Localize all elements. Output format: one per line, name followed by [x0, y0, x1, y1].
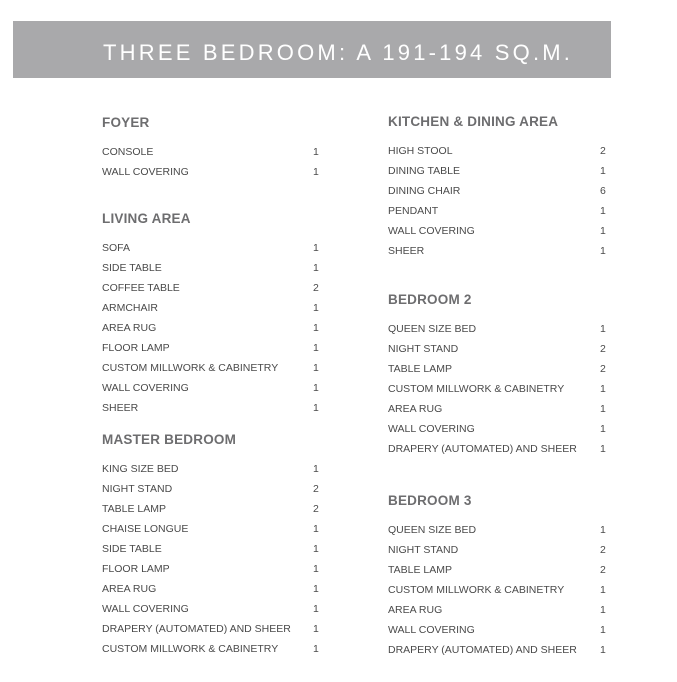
- item-list: [388, 323, 606, 463]
- item-row: [102, 503, 319, 523]
- item-row: [102, 563, 319, 583]
- item-row: [388, 564, 606, 584]
- item-quantity: 1: [600, 205, 606, 217]
- item-name: DINING CHAIR: [388, 185, 461, 197]
- item-quantity: 2: [600, 544, 606, 556]
- item-row: [102, 282, 319, 302]
- item-name: DRAPERY (AUTOMATED) AND SHEER: [102, 623, 291, 635]
- item-name: KING SIZE BED: [102, 463, 179, 475]
- item-row: [388, 403, 606, 423]
- item-row: [102, 146, 319, 166]
- item-row: [388, 343, 606, 363]
- section-title: KITCHEN & DINING AREA: [388, 114, 559, 129]
- page-title: THREE BEDROOM: A 191-194 SQ.M.: [103, 40, 574, 65]
- item-quantity: 1: [313, 166, 319, 178]
- item-row: [102, 382, 319, 402]
- item-quantity: 1: [313, 563, 319, 575]
- item-row: [102, 523, 319, 543]
- item-list: [102, 242, 319, 422]
- item-name: FLOOR LAMP: [102, 563, 170, 575]
- item-row: [388, 524, 606, 544]
- item-name: ARMCHAIR: [102, 302, 159, 314]
- item-quantity: 2: [600, 343, 606, 355]
- item-quantity: 2: [600, 363, 606, 375]
- item-name: TABLE LAMP: [388, 564, 452, 576]
- item-row: [388, 225, 606, 245]
- item-row: [388, 644, 606, 664]
- item-quantity: 1: [313, 523, 319, 535]
- section-title: LIVING AREA: [102, 211, 191, 226]
- item-row: [102, 463, 319, 483]
- section-title: MASTER BEDROOM: [102, 432, 237, 447]
- item-quantity: 1: [313, 543, 319, 555]
- item-row: [102, 402, 319, 422]
- item-quantity: 1: [600, 524, 606, 536]
- item-quantity: 1: [313, 402, 319, 414]
- item-name: AREA RUG: [102, 583, 157, 595]
- item-quantity: 2: [313, 503, 319, 515]
- item-name: WALL COVERING: [388, 423, 475, 435]
- item-list: [102, 463, 319, 663]
- item-row: [388, 383, 606, 403]
- item-name: TABLE LAMP: [102, 503, 166, 515]
- item-row: [388, 205, 606, 225]
- item-row: [388, 423, 606, 443]
- item-name: TABLE LAMP: [388, 363, 452, 375]
- item-row: [388, 245, 606, 265]
- item-row: [388, 363, 606, 383]
- item-quantity: 1: [313, 262, 319, 274]
- item-name: AREA RUG: [388, 403, 443, 415]
- item-name: HIGH STOOL: [388, 145, 453, 157]
- item-name: SHEER: [102, 402, 139, 414]
- item-row: [102, 302, 319, 322]
- item-list: [102, 146, 319, 186]
- item-row: [388, 624, 606, 644]
- item-quantity: 1: [600, 323, 606, 335]
- item-name: AREA RUG: [102, 322, 157, 334]
- item-quantity: 1: [313, 583, 319, 595]
- item-name: QUEEN SIZE BED: [388, 323, 477, 335]
- item-row: [388, 604, 606, 624]
- item-quantity: 1: [600, 584, 606, 596]
- item-quantity: 1: [600, 245, 606, 257]
- item-quantity: 1: [313, 242, 319, 254]
- item-quantity: 1: [313, 146, 319, 158]
- item-quantity: 1: [313, 322, 319, 334]
- item-name: NIGHT STAND: [388, 544, 459, 556]
- item-quantity: 1: [600, 403, 606, 415]
- item-quantity: 2: [313, 483, 319, 495]
- item-quantity: 1: [313, 603, 319, 615]
- item-row: [388, 584, 606, 604]
- item-name: WALL COVERING: [102, 382, 189, 394]
- section-bedroom-2: [388, 292, 606, 463]
- item-row: [388, 323, 606, 343]
- item-name: CHAISE LONGUE: [102, 523, 189, 535]
- item-row: [102, 242, 319, 262]
- item-row: [388, 544, 606, 564]
- item-name: SIDE TABLE: [102, 262, 162, 274]
- item-quantity: 1: [313, 362, 319, 374]
- item-quantity: 1: [600, 443, 606, 455]
- item-name: DRAPERY (AUTOMATED) AND SHEER: [388, 644, 577, 656]
- item-name: DRAPERY (AUTOMATED) AND SHEER: [388, 443, 577, 455]
- item-quantity: 1: [600, 624, 606, 636]
- item-name: SHEER: [388, 245, 425, 257]
- section-kitchen-dining: [388, 114, 606, 265]
- item-quantity: 1: [313, 342, 319, 354]
- section-living-area: [102, 211, 319, 422]
- item-name: CUSTOM MILLWORK & CABINETRY: [102, 362, 279, 374]
- item-name: CONSOLE: [102, 146, 154, 158]
- section-master-bedroom: [102, 432, 319, 663]
- item-name: QUEEN SIZE BED: [388, 524, 477, 536]
- item-list: [388, 524, 606, 664]
- item-quantity: 1: [600, 165, 606, 177]
- item-name: COFFEE TABLE: [102, 282, 180, 294]
- item-quantity: 2: [313, 282, 319, 294]
- item-row: [102, 583, 319, 603]
- item-row: [102, 543, 319, 563]
- item-name: NIGHT STAND: [102, 483, 173, 495]
- item-name: PENDANT: [388, 205, 439, 217]
- item-quantity: 1: [313, 643, 319, 655]
- section-title: BEDROOM 2: [388, 292, 472, 307]
- item-row: [102, 483, 319, 503]
- item-name: CUSTOM MILLWORK & CABINETRY: [388, 584, 565, 596]
- item-name: AREA RUG: [388, 604, 443, 616]
- item-name: SOFA: [102, 242, 131, 254]
- item-row: [102, 166, 319, 186]
- item-name: NIGHT STAND: [388, 343, 459, 355]
- item-quantity: 1: [313, 302, 319, 314]
- item-name: WALL COVERING: [388, 225, 475, 237]
- item-name: WALL COVERING: [102, 603, 189, 615]
- item-quantity: 2: [600, 564, 606, 576]
- item-quantity: 1: [600, 383, 606, 395]
- item-name: WALL COVERING: [102, 166, 189, 178]
- item-quantity: 1: [313, 382, 319, 394]
- item-row: [102, 362, 319, 382]
- item-quantity: 1: [600, 423, 606, 435]
- item-name: CUSTOM MILLWORK & CABINETRY: [102, 643, 279, 655]
- section-foyer: [102, 115, 319, 186]
- item-quantity: 1: [313, 463, 319, 475]
- item-row: [102, 262, 319, 282]
- item-quantity: 1: [313, 623, 319, 635]
- title-banner: [13, 21, 611, 78]
- item-row: [102, 322, 319, 342]
- item-name: DINING TABLE: [388, 165, 460, 177]
- item-quantity: 1: [600, 644, 606, 656]
- item-row: [102, 623, 319, 643]
- item-name: WALL COVERING: [388, 624, 475, 636]
- item-list: [388, 145, 606, 265]
- item-row: [102, 603, 319, 623]
- item-row: [102, 342, 319, 362]
- item-quantity: 1: [600, 604, 606, 616]
- item-quantity: 1: [600, 225, 606, 237]
- item-name: SIDE TABLE: [102, 543, 162, 555]
- item-quantity: 6: [600, 185, 606, 197]
- item-name: FLOOR LAMP: [102, 342, 170, 354]
- item-row: [388, 185, 606, 205]
- section-title: BEDROOM 3: [388, 493, 472, 508]
- section-bedroom-3: [388, 493, 606, 664]
- item-row: [388, 443, 606, 463]
- item-name: CUSTOM MILLWORK & CABINETRY: [388, 383, 565, 395]
- item-row: [388, 165, 606, 185]
- item-quantity: 2: [600, 145, 606, 157]
- item-row: [388, 145, 606, 165]
- section-title: FOYER: [102, 115, 150, 130]
- item-row: [102, 643, 319, 663]
